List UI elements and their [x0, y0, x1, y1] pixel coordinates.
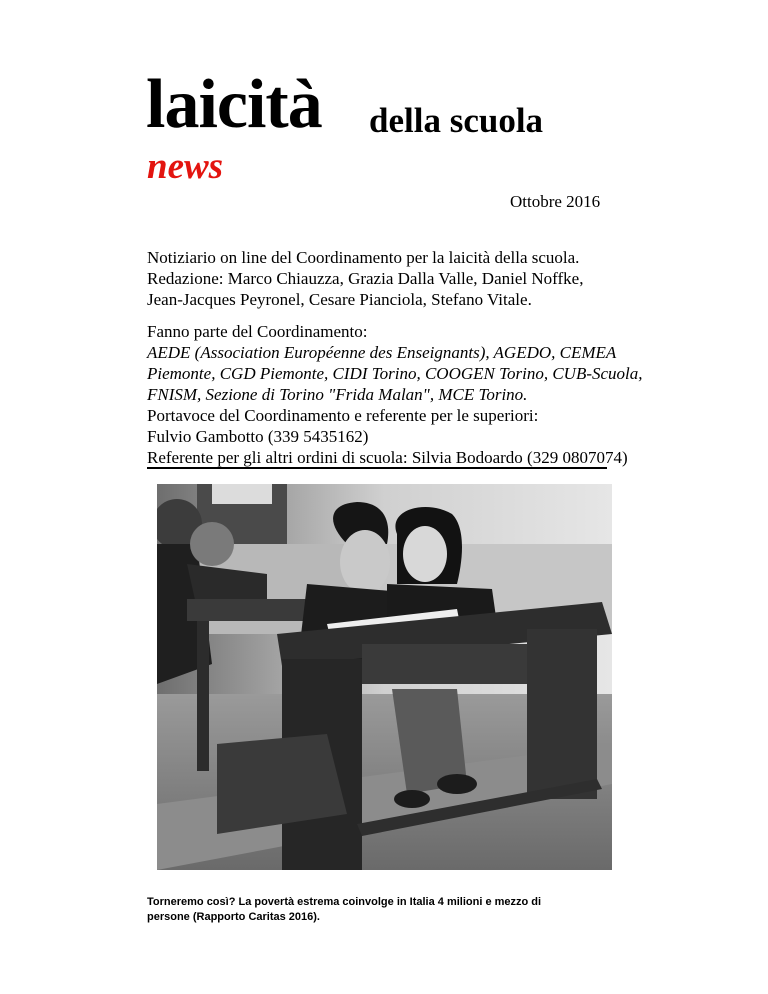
masthead-title: laicità	[146, 66, 322, 143]
masthead-subtitle: della scuola	[369, 101, 544, 140]
intro-paragraph	[147, 247, 583, 310]
contacts-paragraph	[147, 405, 628, 468]
intro-line: Jean-Jacques Peyronel, Cesare Pianciola, Stefano Vitale.	[147, 290, 532, 309]
members-paragraph	[147, 321, 643, 405]
contacts-line: Referente per gli altri ordini di scuola: Silvia Bodoardo (329 0807074)	[147, 448, 628, 467]
contacts-line: Portavoce del Coordinamento e referente per le superiori:	[147, 406, 539, 425]
members-line: Piemonte, CGD Piemonte, CIDI Torino, COOGEN Torino, CUB-Scuola,	[147, 364, 643, 383]
members-line: AEDE (Association Européenne des Enseignants), AGEDO, CEMEA	[147, 343, 617, 362]
intro-line: Redazione: Marco Chiauzza, Grazia Dalla Valle, Daniel Noffke,	[147, 269, 584, 288]
intro-line: Notiziario on line del Coordinamento per la laicità della scuola.	[147, 248, 580, 267]
members-line: FNISM, Sezione di Torino "Frida Malan", MCE Torino.	[147, 385, 528, 404]
contacts-line: Fulvio Gambotto (339 5435162)	[147, 427, 369, 446]
classroom-photo	[157, 484, 612, 870]
members-heading: Fanno parte del Coordinamento:	[147, 322, 368, 341]
issue-date: Ottobre 2016	[510, 192, 601, 211]
horizontal-rule	[147, 467, 607, 469]
masthead-news-label: news	[147, 146, 224, 187]
photo-caption: Torneremo così? La povertà estrema coinvolge in Italia 4 milioni e mezzo di persone (Rapporto Caritas 2016).	[147, 896, 542, 923]
